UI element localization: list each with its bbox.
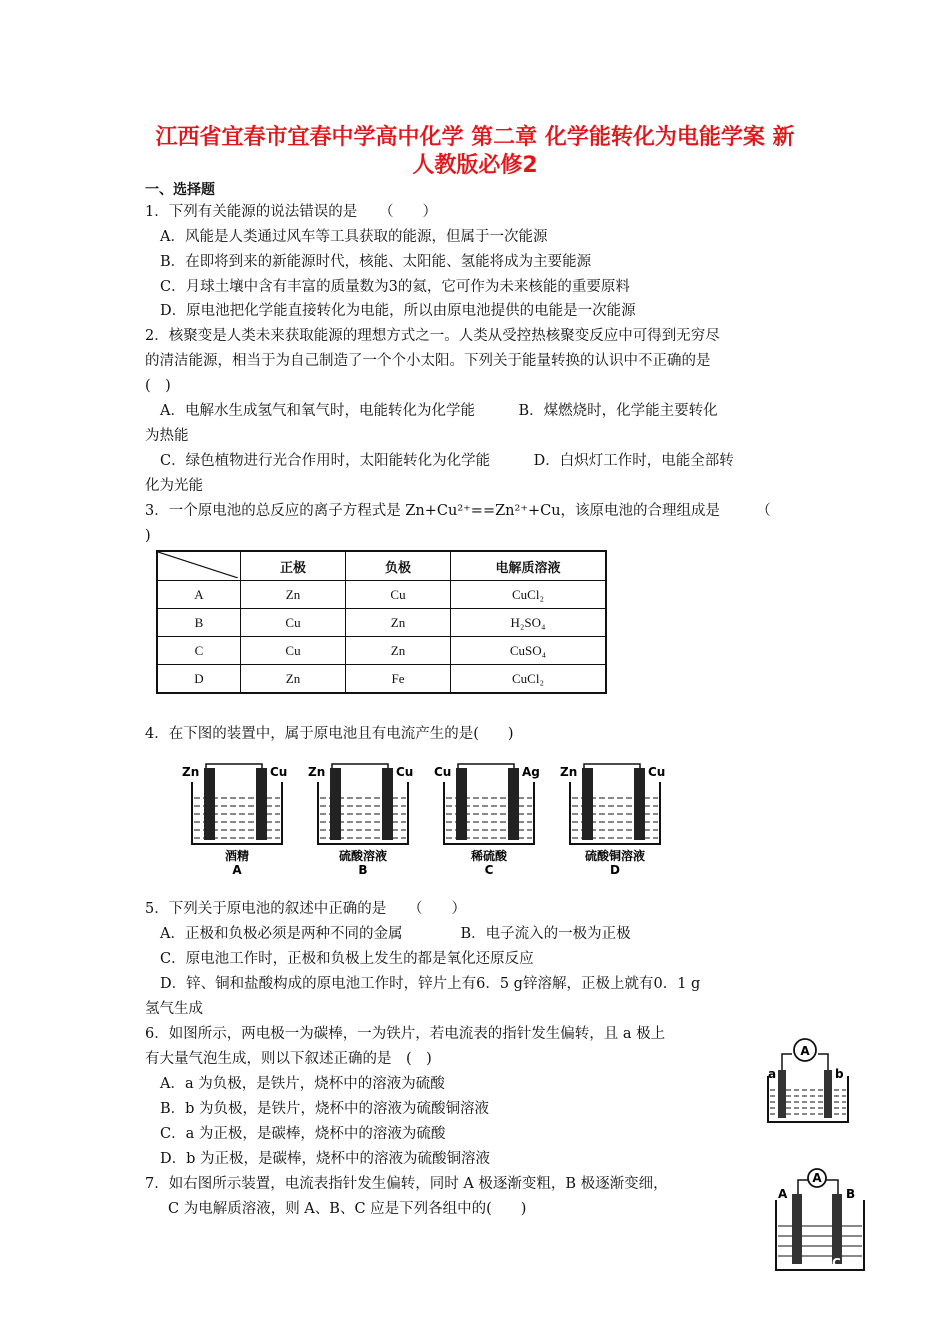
electrode-left [204,768,215,840]
table-cell: CuCl₂ [451,665,607,694]
q4-stem: 4．在下图的装置中，属于原电池且有电流产生的是( ) [145,726,514,742]
page-title [100,124,850,180]
q1-option-a: A．风能是人类通过风车等工具获取的能源，但属于一次能源 [160,229,548,245]
table-cell: Zn [346,637,451,665]
electrode-right-label: Cu [396,765,414,779]
table-cell: H₂SO₄ [451,609,607,637]
q6-option-c: C．a 为正极，是碳棒，烧杯中的溶液为硫酸 [160,1126,446,1142]
table-cell: D [157,665,241,694]
table-diagonal-header [157,551,241,581]
solution-label: 硫酸铜溶液 [584,849,646,863]
solution-label: 酒精 [224,849,250,863]
q5-option-ab: A．正极和负极必须是两种不同的金属 B．电子流入的一极为正极 [160,926,631,942]
electrode-right-label: Cu [270,765,288,779]
table-header-cell: 电解质溶液 [451,551,607,581]
electrode-B [832,1194,842,1264]
table-header-row [157,551,606,581]
table-cell: Cu [241,637,346,665]
q2-option-cd-cont: 化为光能 [145,478,203,494]
title-line-1: 江西省宜春市宜春中学高中化学 第二章 化学能转化为电能学案 新 [155,125,795,150]
q4-cells-figure [180,760,680,878]
electrode-A-label: A [778,1187,788,1201]
q2-stem-3: ( ) [145,378,171,394]
q1-option-b: B．在即将到来的新能源时代，核能、太阳能、氢能将成为主要能源 [160,254,592,270]
q2-stem-2: 的清洁能源，相当于为自己制造了一个个小太阳。下列关于能量转换的认识中不正确的是 [145,353,711,369]
electrode-left [330,768,341,840]
q2-stem-1: 2．核聚变是人类未来获取能源的理想方式之一。人类从受控热核聚变反应中可得到无穷尽 [145,328,720,344]
solution-C-label: C [832,1256,841,1270]
q2-option-ab: A．电解水生成氢气和氧气时，电能转化为化学能 B．煤燃烧时，化学能主要转化 [160,403,718,419]
electrode-b-label: b [835,1067,844,1081]
table-cell: Cu [346,581,451,609]
q6-option-a: A．a 为负极，是铁片，烧杯中的溶液为硫酸 [160,1076,445,1092]
cell-tag: A [232,863,242,877]
table-row [157,637,606,665]
electrode-a-label: a [768,1067,777,1081]
q1-stem: 1．下列有关能源的说法错误的是 （ ） [145,204,437,220]
electrode-right [382,768,393,840]
table-cell: Cu [241,609,346,637]
q7-stem-1: 7．如右图所示装置，电流表指针发生偏转，同时 A 极逐渐变粗，B 极逐渐变细， [145,1176,668,1192]
table-cell: Zn [241,665,346,694]
electrode-left [456,768,467,840]
table-cell: Fe [346,665,451,694]
electrode-left [582,768,593,840]
table-cell: CuCl₂ [451,581,607,609]
electrode-right [256,768,267,840]
q5-stem: 5．下列关于原电池的叙述中正确的是 （ ） [145,901,466,917]
electrode-B-label: B [846,1187,856,1201]
q6-stem-1: 6．如图所示，两电极一为碳棒，一为铁片，若电流表的指针发生偏转，且 a 极上 [145,1026,666,1042]
table-row [157,665,606,694]
table-header-cell: 负极 [346,551,451,581]
electrode-right-label: Ag [522,765,540,779]
electrode-left-label: Zn [560,765,578,779]
solution-label: 稀硫酸 [470,849,508,863]
q2-option-ab-cont: 为热能 [145,428,189,444]
ammeter-label: A [800,1044,810,1058]
q6-option-d: D．b 为正极，是碳棒，烧杯中的溶液为硫酸铜溶液 [160,1151,491,1167]
section-heading: 一、选择题 [145,182,215,198]
electrode-left-label: Cu [434,765,452,779]
q6-cell-figure [760,1028,860,1126]
title-line-2: 人教版必修2 [412,153,538,178]
cell-tag: C [484,863,494,877]
q5-option-d: D．锌、铜和盐酸构成的原电池工作时，锌片上有6．5 g锌溶解，正极上就有0．1 g [160,976,701,992]
diagonal-line-icon [158,552,238,578]
electrode-a [778,1070,786,1118]
q6-option-b: B．b 为负极，是铁片，烧杯中的溶液为硫酸铜溶液 [160,1101,490,1117]
table-cell: C [157,637,241,665]
q5-option-c: C．原电池工作时，正极和负极上发生的都是氧化还原反应 [160,951,534,967]
q7-cell-figure [772,1166,882,1274]
table-cell: CuSO₄ [451,637,607,665]
q2-option-cd: C．绿色植物进行光合作用时，太阳能转化为化学能 D．白炽灯工作时，电能全部转 [160,453,734,469]
solution-label: 硫酸溶液 [338,849,388,863]
electrode-left-label: Zn [308,765,326,779]
electrode-right-label: Cu [648,765,666,779]
q1-option-c: C．月球土壤中含有丰富的质量数为3的氦，它可作为未来核能的重要原料 [160,279,630,295]
electrode-b [824,1070,832,1118]
table-cell: B [157,609,241,637]
table-header-cell: 正极 [241,551,346,581]
electrode-A [792,1194,802,1264]
q3-stem: 3．一个原电池的总反应的离子方程式是 Zn+Cu²⁺==Zn²⁺+Cu，该原电池的合理组成是 （ [145,503,771,519]
cell-tag: D [610,863,620,877]
q3-stem-cont: ) [145,528,151,544]
ammeter-label: A [812,1171,822,1185]
table-row [157,609,606,637]
table-cell: Zn [241,581,346,609]
table-cell: A [157,581,241,609]
cell-tag: B [358,863,368,877]
q7-stem-2: C 为电解质溶液，则 A、B、C 应是下列各组中的( ) [168,1201,527,1217]
q5-option-d-cont: 氢气生成 [145,1001,203,1017]
q3-table [156,550,607,694]
electrode-left-label: Zn [182,765,200,779]
table-cell: Zn [346,609,451,637]
q6-stem-2: 有大量气泡生成，则以下叙述正确的是 ( ) [145,1051,432,1067]
electrode-right [634,768,645,840]
table-row [157,581,606,609]
q1-option-d: D．原电池把化学能直接转化为电能，所以由原电池提供的电能是一次能源 [160,303,636,319]
electrode-right [508,768,519,840]
